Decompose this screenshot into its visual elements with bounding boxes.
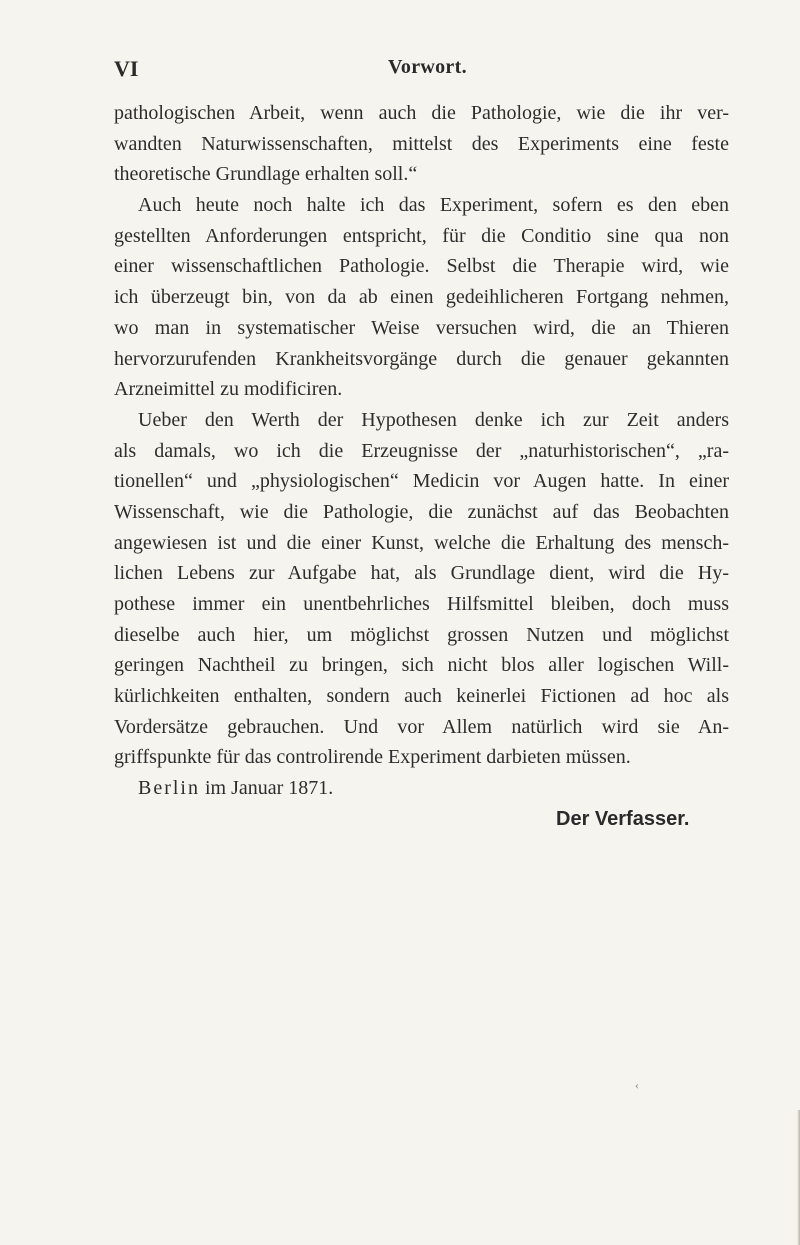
text-line: theoretische Grundlage erhalten soll.“ xyxy=(114,163,418,186)
text-line: wo man in systematischer Weise versuchen wird, die an Thieren xyxy=(114,316,729,339)
text-line: kürlichkeiten enthalten, sondern auch keinerlei Fictionen ad hoc als xyxy=(114,685,729,708)
text-line: lichen Lebens zur Aufgabe hat, als Grundlage dient, wird die Hy- xyxy=(114,562,729,585)
page-number: VI xyxy=(114,56,139,81)
text-line: einer wissenschaftlichen Pathologie. Selbst die Therapie wird, wie xyxy=(114,255,729,278)
text-line: pothese immer ein unentbehrliches Hilfsmittel bleiben, doch muss xyxy=(114,593,729,615)
text-line: hervorzurufenden Krankheitsvorgänge durch die genauer gekannten xyxy=(114,347,729,370)
text-line: gestellten Anforderungen entspricht, für die Conditio sine qua non xyxy=(114,224,729,247)
text-line: geringen Nachtheil zu bringen, sich nicht blos aller logischen Will- xyxy=(114,654,729,677)
place: Berlin xyxy=(138,777,200,800)
text-line: Wissenschaft, wie die Pathologie, die zunächst auf das Beobachten xyxy=(114,500,729,523)
text-line: Arzneimittel zu modificiren. xyxy=(114,378,343,401)
text-line: als damals, wo ich die Erzeugnisse der „naturhistorischen“, „ra- xyxy=(114,439,729,462)
text-line: tionellen“ und „physiologischen“ Medicin vor Augen hatte. In einer xyxy=(114,470,729,493)
place-date-line xyxy=(114,773,729,804)
text-line: Auch heute noch halte ich das Experiment, sofern es den eben xyxy=(138,194,729,217)
text-line: pathologischen Arbeit, wenn auch die Pathologie, wie die ihr ver- xyxy=(114,102,729,124)
stray-mark: ‹ xyxy=(635,1078,639,1092)
text-line: ich überzeugt bin, von da ab einen gedeihlicheren Fortgang nehmen, xyxy=(114,286,729,309)
text-line: dieselbe auch hier, um möglichst grossen Nutzen und möglichst xyxy=(114,623,729,646)
date: im Januar 1871. xyxy=(205,777,334,800)
text-line: Vordersätze gebrauchen. Und vor Allem natürlich wird sie An- xyxy=(114,715,729,738)
page-header xyxy=(114,56,729,84)
text-line: griffspunkte für das controlirende Experiment darbieten müssen. xyxy=(114,746,631,769)
body-text xyxy=(114,98,729,804)
text-line: wandten Naturwissenschaften, mittelst des Experiments eine feste xyxy=(114,132,729,155)
running-title: Vorwort. xyxy=(388,56,467,78)
signature: Der Verfasser. xyxy=(556,808,690,830)
text-line: angewiesen ist und die einer Kunst, welche die Erhaltung des mensch- xyxy=(114,531,729,554)
text-line: Ueber den Werth der Hypothesen denke ich zur Zeit anders xyxy=(138,408,729,431)
